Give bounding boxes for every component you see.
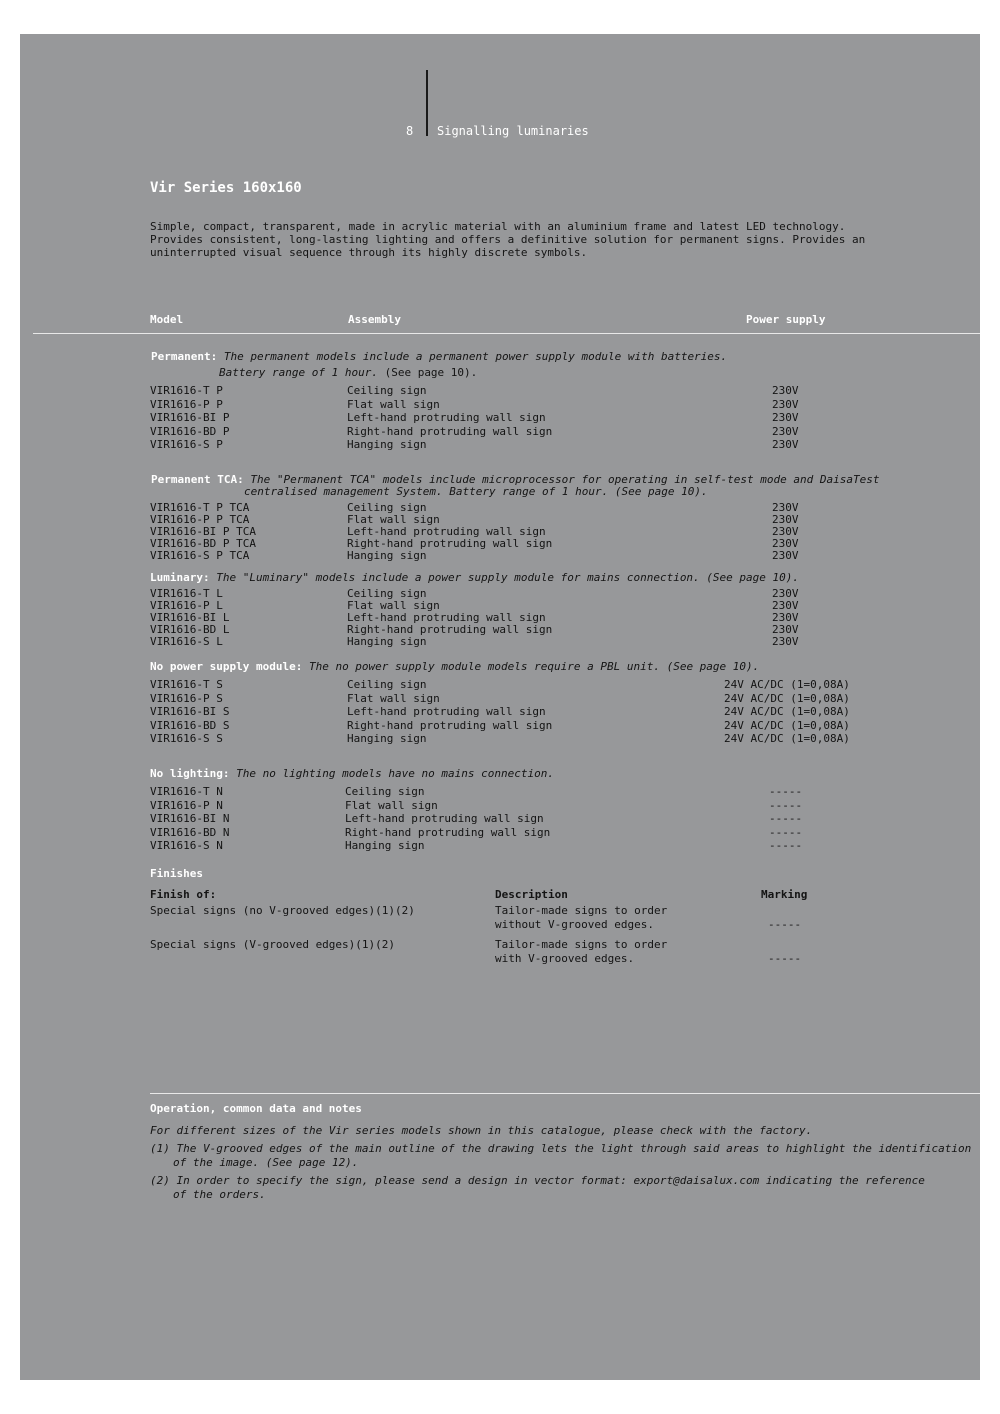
assembly-cell: Ceiling sign: [347, 678, 427, 691]
power-cell: 230V: [772, 611, 799, 624]
assembly-cell: Left-hand protruding wall sign: [347, 525, 546, 538]
power-cell: 230V: [772, 501, 799, 514]
finish-marking: -----: [768, 918, 802, 931]
model-cell: VIR1616-T S: [150, 678, 223, 691]
table-row: [150, 705, 870, 719]
assembly-cell: Hanging sign: [347, 732, 427, 745]
note-1-line2: of the image. (See page 12).: [173, 1156, 359, 1169]
model-cell: VIR1616-P N: [150, 798, 223, 812]
note-2-line1: (2) In order to specify the sign, please send a design in vector format: export@daisalux.com indicating the reference: [150, 1174, 925, 1187]
assembly-cell: Right-hand protruding wall sign: [347, 537, 553, 550]
power-cell: 230V: [772, 513, 799, 526]
power-cell: -----: [769, 785, 803, 798]
finishes-col-marking: Marking: [761, 888, 808, 901]
finish-name: Special signs (no V-grooved edges)(1)(2): [150, 904, 415, 917]
table-row: [150, 785, 850, 799]
power-cell: 230V: [772, 635, 799, 648]
finish-description-line1: Tailor-made signs to order: [495, 904, 668, 917]
power-cell: 24V AC/DC (1=0,08A): [724, 691, 850, 705]
table-row: [150, 384, 850, 398]
table-row: [150, 525, 850, 537]
group-luminary-heading: [150, 571, 799, 584]
group-description: The no power supply module models require a PBL unit. (See page 10).: [308, 660, 760, 673]
power-cell: 230V: [772, 424, 799, 438]
table-row: [150, 513, 850, 525]
finishes-col-description: Description: [495, 888, 568, 901]
page-number: 8: [406, 124, 414, 138]
power-cell: 230V: [772, 411, 799, 424]
model-cell: VIR1616-T L: [150, 587, 223, 600]
model-cell: VIR1616-BI L: [150, 611, 230, 624]
table-row: [150, 438, 850, 452]
finishes-heading: Finishes: [150, 867, 203, 880]
table-row: [150, 623, 850, 635]
table-row: [150, 611, 850, 623]
power-cell: 24V AC/DC (1=0,08A): [724, 732, 850, 745]
model-cell: VIR1616-P L: [150, 599, 223, 612]
model-cell: VIR1616-S S: [150, 732, 223, 745]
group-tca-description-2: centralised management System. Battery range of 1 hour. (See page 10).: [244, 485, 708, 498]
power-cell: -----: [769, 825, 803, 839]
power-cell: 230V: [772, 587, 799, 600]
power-cell: -----: [769, 812, 803, 825]
table-row: [150, 411, 850, 425]
assembly-cell: Hanging sign: [347, 549, 427, 562]
assembly-cell: Right-hand protruding wall sign: [347, 718, 553, 732]
model-cell: VIR1616-BD L: [150, 623, 230, 636]
power-cell: -----: [769, 839, 803, 852]
model-cell: VIR1616-BD P: [150, 424, 230, 438]
model-cell: VIR1616-S N: [150, 839, 223, 852]
power-cell: 230V: [772, 623, 799, 636]
assembly-cell: Right-hand protruding wall sign: [347, 623, 553, 636]
group-description: The permanent models include a permanent power supply module with batteries.: [223, 350, 728, 363]
model-cell: VIR1616-S P TCA: [150, 549, 250, 562]
assembly-cell: Left-hand protruding wall sign: [347, 411, 546, 424]
model-cell: VIR1616-P P: [150, 397, 223, 411]
notes-rule: [150, 1093, 980, 1094]
header-rule: [33, 333, 980, 334]
table-row: [150, 678, 870, 692]
model-cell: VIR1616-P S: [150, 691, 223, 705]
page-reference: (See page 10).: [384, 366, 478, 379]
power-cell: 230V: [772, 525, 799, 538]
assembly-cell: Ceiling sign: [347, 587, 427, 600]
notes-intro: For different sizes of the Vir series models shown in this catalogue, please check with the factory.: [150, 1124, 813, 1137]
group-label: Permanent TCA:: [151, 473, 244, 486]
assembly-cell: Left-hand protruding wall sign: [345, 812, 544, 825]
note-1-line1: (1) The V-grooved edges of the main outline of the drawing lets the light through said areas to highlight the identification: [150, 1142, 972, 1155]
model-cell: VIR1616-S P: [150, 438, 223, 451]
finish-description-line2: with V-grooved edges.: [495, 952, 635, 965]
table-row: [150, 692, 870, 706]
assembly-cell: Right-hand protruding wall sign: [345, 825, 551, 839]
assembly-cell: Hanging sign: [347, 635, 427, 648]
group-label: Permanent:: [151, 350, 218, 363]
assembly-cell: Left-hand protruding wall sign: [347, 611, 546, 624]
group-permanent-battery: [219, 366, 477, 379]
group-permanent-heading: [151, 350, 727, 363]
finish-description-line2: without V-grooved edges.: [495, 918, 654, 931]
group-nopower-table: [150, 678, 870, 746]
assembly-cell: Flat wall sign: [347, 513, 440, 526]
assembly-cell: Ceiling sign: [345, 785, 425, 798]
power-cell: 24V AC/DC (1=0,08A): [724, 705, 850, 718]
assembly-cell: Ceiling sign: [347, 501, 427, 514]
model-cell: VIR1616-BD P TCA: [150, 537, 256, 550]
table-row: [150, 537, 850, 549]
column-header-model: Model: [150, 313, 184, 326]
table-row: [150, 549, 850, 561]
note-2-line2: of the orders.: [173, 1188, 266, 1201]
assembly-cell: Flat wall sign: [345, 798, 438, 812]
finish-name: Special signs (V-grooved edges)(1)(2): [150, 938, 396, 951]
model-cell: VIR1616-BD N: [150, 825, 230, 839]
intro-paragraph: Simple, compact, transparent, made in acrylic material with an aluminium frame and latest LED technology. Provides consistent, long-lasting lighting and offers a definitive solution for permanent signs. Provides an uninterrupted visual sequence through its highly discrete symbols.: [150, 220, 866, 259]
group-label: Luminary:: [150, 571, 210, 584]
notes-heading: Operation, common data and notes: [150, 1102, 362, 1115]
finish-description-line1: Tailor-made signs to order: [495, 938, 668, 951]
table-row: [150, 839, 850, 853]
power-cell: 230V: [772, 384, 799, 397]
power-cell: 230V: [772, 549, 799, 562]
power-cell: 230V: [772, 537, 799, 550]
assembly-cell: Flat wall sign: [347, 691, 440, 705]
group-tca-table: [150, 501, 850, 561]
table-row: [150, 398, 850, 412]
power-cell: 24V AC/DC (1=0,08A): [724, 718, 850, 732]
assembly-cell: Flat wall sign: [347, 397, 440, 411]
table-row: [150, 635, 850, 647]
model-cell: VIR1616-T P: [150, 384, 223, 397]
model-cell: VIR1616-T N: [150, 785, 223, 798]
table-row: [150, 599, 850, 611]
group-nopower-heading: [150, 660, 759, 673]
power-cell: 230V: [772, 397, 799, 411]
table-row: [150, 425, 850, 439]
group-nolight-table: [150, 785, 850, 853]
assembly-cell: Hanging sign: [347, 438, 427, 451]
column-header-power: Power supply: [746, 313, 826, 326]
model-cell: VIR1616-BI P: [150, 411, 230, 424]
model-cell: VIR1616-T P TCA: [150, 501, 250, 514]
group-luminary-table: [150, 587, 850, 647]
group-permanent-table: [150, 384, 850, 452]
assembly-cell: Right-hand protruding wall sign: [347, 424, 553, 438]
assembly-cell: Left-hand protruding wall sign: [347, 705, 546, 718]
table-row: [150, 719, 870, 733]
column-header-assembly: Assembly: [348, 313, 401, 326]
model-cell: VIR1616-BI S: [150, 705, 230, 718]
model-cell: VIR1616-BI N: [150, 812, 230, 825]
group-description: The "Permanent TCA" models include microprocessor for operating in self-test mode and DaisaTest: [250, 473, 880, 486]
power-cell: 230V: [772, 438, 799, 451]
group-label: No power supply module:: [150, 660, 303, 673]
table-row: [150, 732, 870, 746]
power-cell: 230V: [772, 599, 799, 612]
finish-marking: -----: [768, 952, 802, 965]
assembly-cell: Flat wall sign: [347, 599, 440, 612]
header-divider: [426, 70, 428, 136]
group-nolight-heading: [150, 767, 554, 780]
group-description: The no lighting models have no mains connection.: [236, 767, 554, 780]
battery-note: Battery range of 1 hour.: [219, 366, 378, 379]
model-cell: VIR1616-S L: [150, 635, 223, 648]
power-cell: 24V AC/DC (1=0,08A): [724, 678, 850, 691]
table-row: [150, 587, 850, 599]
model-cell: VIR1616-P P TCA: [150, 513, 250, 526]
table-row: [150, 501, 850, 513]
assembly-cell: Ceiling sign: [347, 384, 427, 397]
table-row: [150, 799, 850, 813]
group-label: No lighting:: [150, 767, 230, 780]
table-row: [150, 826, 850, 840]
finishes-col-finish: Finish of:: [150, 888, 217, 901]
model-cell: VIR1616-BI P TCA: [150, 525, 256, 538]
model-cell: VIR1616-BD S: [150, 718, 230, 732]
catalogue-page: [20, 34, 980, 1380]
table-row: [150, 812, 850, 826]
power-cell: -----: [769, 798, 803, 812]
page-title: Vir Series 160x160: [150, 180, 302, 196]
group-description: The "Luminary" models include a power supply module for mains connection. (See page 10).: [216, 571, 800, 584]
section-title: Signalling luminaries: [437, 124, 589, 138]
assembly-cell: Hanging sign: [345, 839, 425, 852]
